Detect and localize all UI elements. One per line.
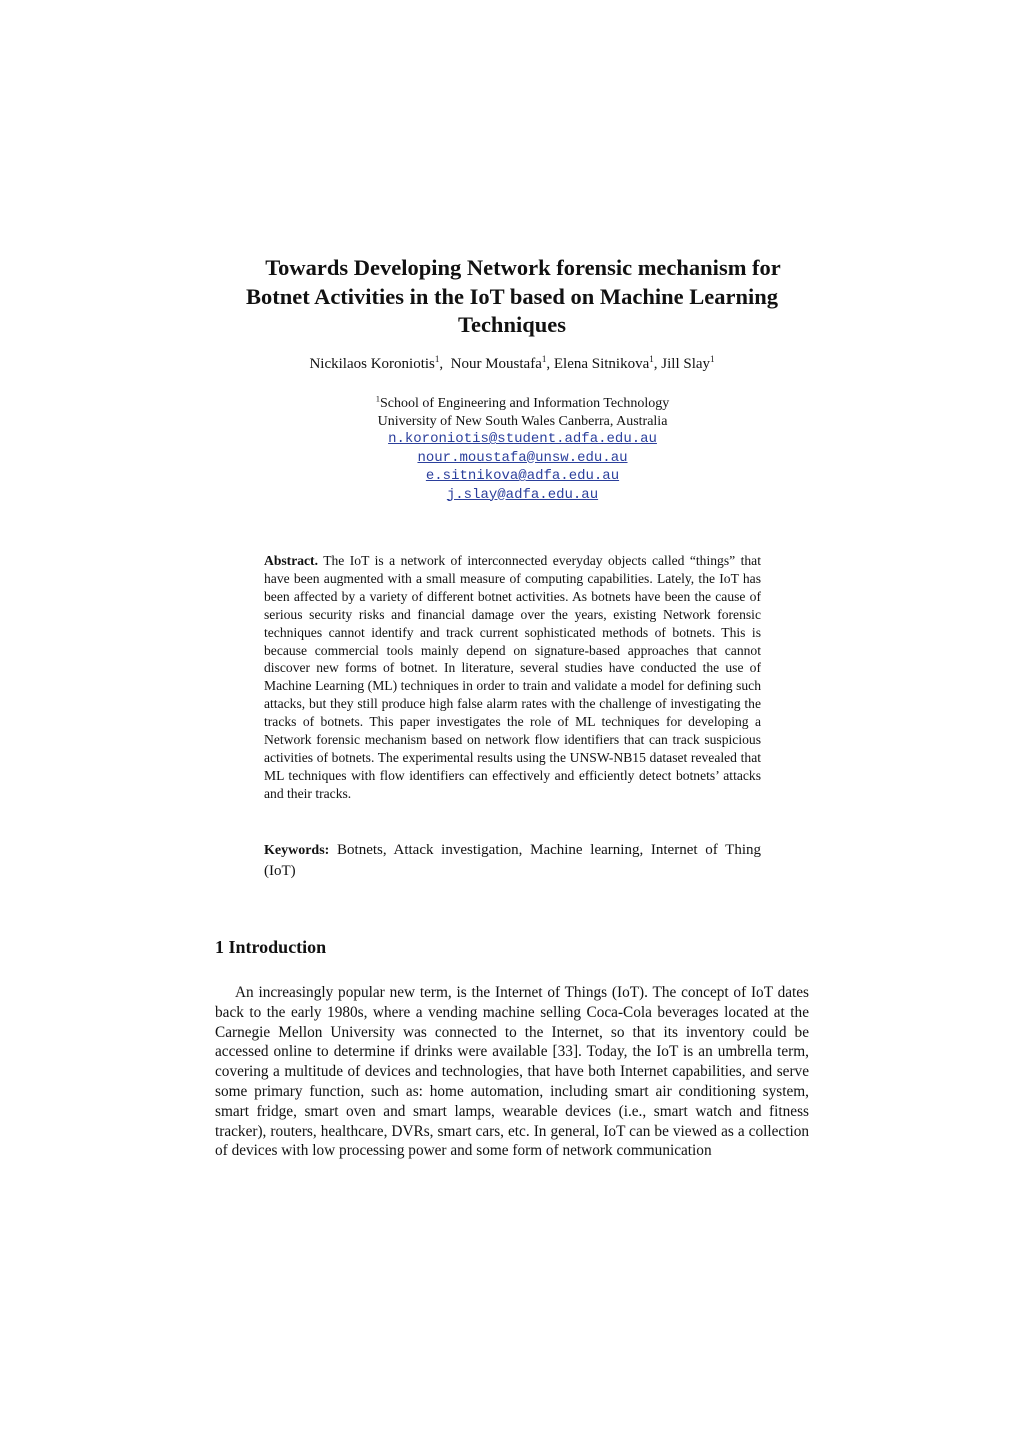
paper-title [200, 254, 824, 340]
author-name: Nickilaos Koroniotis [309, 356, 435, 372]
author-superscript: 1 [541, 354, 547, 364]
introduction-paragraph: An increasingly popular new term, is the Internet of Things (IoT). The concept of IoT dates back to the early 1980s, where a vending machine selling Coca-Cola beverages located at the Carnegie Mellon University was connected to the Internet, so that its inventory could be accessed online to determine if drinks were available [33]. Today, the IoT is an umbrella term, covering a multitude of devices and technologies, that have both Internet capabilities, and serve some primary function, such as: home automation, including smart air conditioning system, smart fridge, smart oven and smart lamps, wearable devices (i.e., smart watch and fitness tracker), routers, healthcare, DVRs, smart cars, etc. In general, IoT can be viewed as a collection of devices with low processing power and some form of network communication [215, 984, 809, 1160]
title-line-3: Techniques [458, 312, 566, 337]
author-list [200, 354, 824, 374]
title-line-1: Towards Developing Network forensic mechanism for [265, 255, 781, 280]
affiliation-school [200, 395, 845, 413]
author-separator: , [653, 356, 662, 372]
keywords-label: Keywords: [264, 843, 330, 858]
abstract-text: The IoT is a network of interconnected everyday objects called “things” that have been augmented with a small measure of computing capabilities. Lately, the IoT has been affected by a variety of different botnet activities. As botnets have been the cause of serious security risks and financial damage over the years, existing Network forensic techniques cannot identify and track current sophisticated methods of botnets. This is because commercial tools mainly depend on signature-based approaches that cannot discover new forms of botnet. In literature, several studies have conducted the use of Machine Learning (ML) techniques in order to train and validate a model for defining such attacks, but they still produce high false alarm rates with the challenge of investigating the tracks of botnets. This paper investigates the role of ML techniques for developing a Network forensic mechanism based on network flow identifiers that can track suspicious activities of botnets. The experimental results using the UNSW-NB15 dataset revealed that ML techniques with flow identifiers can effectively and efficiently detect botnets’ attacks and their tracks. [264, 553, 761, 801]
abstract [264, 552, 761, 803]
keywords [264, 840, 761, 881]
email-link-koroniotis[interactable]: n.koroniotis@student.adfa.edu.au [388, 431, 657, 447]
email-link-moustafa[interactable]: nour.moustafa@unsw.edu.au [417, 449, 628, 466]
author-name: Nour Moustafa [450, 356, 542, 372]
title-line-2: Botnet Activities in the IoT based on Machine Learning [245, 283, 779, 309]
affiliation-university: University of New South Wales Canberra, Australia [377, 413, 668, 429]
abstract-label: Abstract. [264, 553, 318, 568]
email-link-slay[interactable]: j.slay@adfa.edu.au [446, 486, 599, 503]
author-separator: , [546, 356, 554, 372]
author-name: Elena Sitnikova [553, 356, 650, 372]
affiliation-superscript: 1 [375, 393, 381, 404]
author-superscript: 1 [649, 354, 654, 364]
author-separator: , [439, 356, 451, 372]
author-name: Jill Slay [661, 356, 711, 372]
affiliation-school-text: School of Engineering and Information Technology [380, 396, 670, 411]
section-heading-introduction: 1 Introduction [215, 937, 327, 957]
keywords-text: Botnets, Attack investigation, Machine learning, Internet of Thing (IoT) [264, 842, 761, 879]
author-superscript: 1 [434, 354, 440, 364]
author-superscript: 1 [710, 354, 715, 364]
affiliation-block [200, 395, 845, 504]
email-link-sitnikova[interactable]: e.sitnikova@adfa.edu.au [425, 468, 620, 484]
